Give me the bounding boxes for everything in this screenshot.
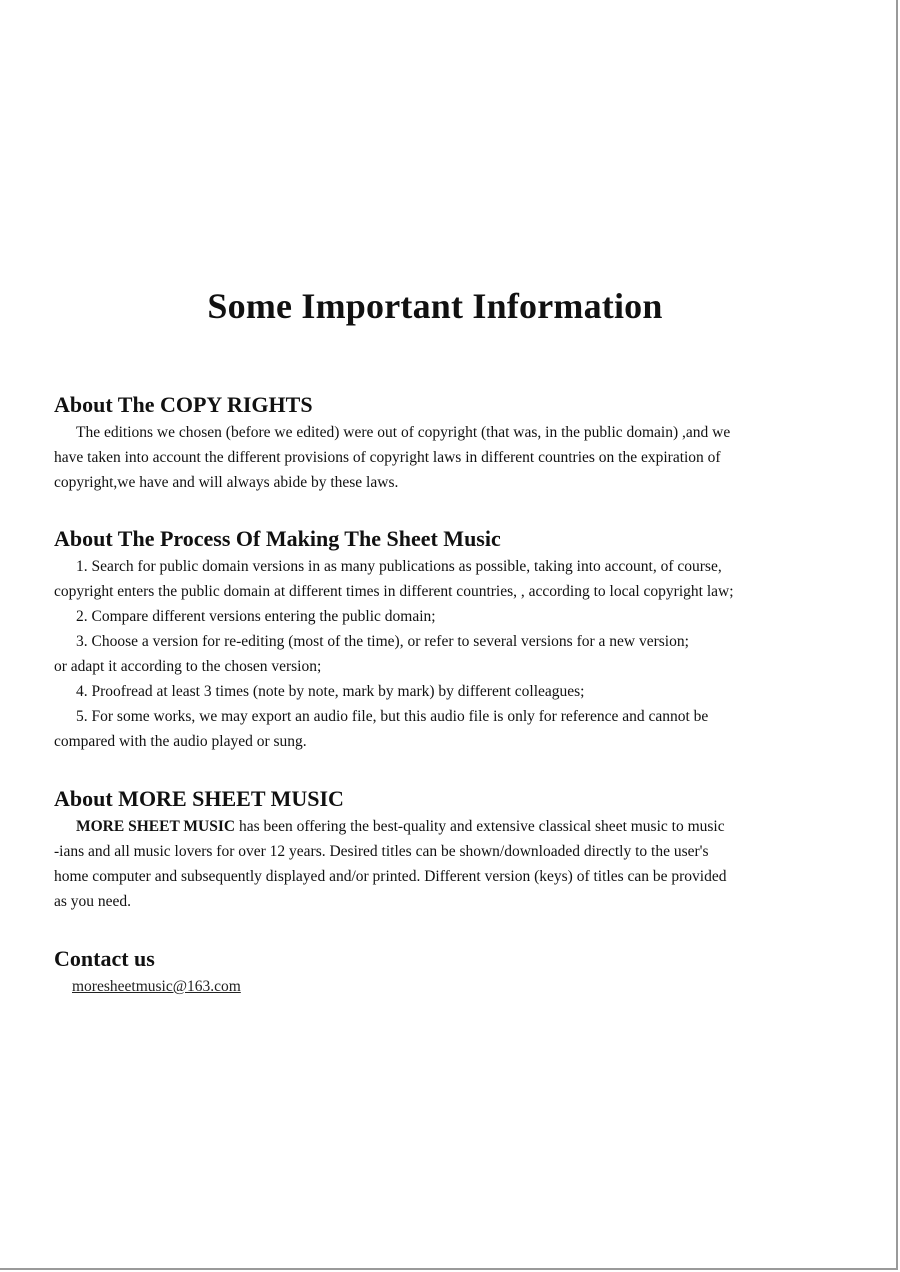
page-title: Some Important Information [207,286,663,326]
copyright-section [54,390,844,495]
process-step-4: 4. Proofread at least 3 times (note by note, mark by mark) by different colleagues; [76,683,585,700]
copyright-heading: About The COPY RIGHTS [54,392,313,417]
contact-heading: Contact us [54,946,155,971]
about-line: as you need. [54,893,132,910]
about-line: -ians and all music lovers for over 12 years. Desired titles can be shown/downloaded directly to the user's [54,843,709,860]
process-step-5-continued: compared with the audio played or sung. [54,733,307,750]
copyright-line: The editions we chosen (before we edited) were out of copyright (that was, in the public domain) ,and we [76,424,731,441]
about-line: home computer and subsequently displayed and/or printed. Different version (keys) of titles can be provided [54,868,727,885]
process-step-3: 3. Choose a version for re-editing (most of the time), or refer to several versions for a new version; [76,633,689,650]
about-line-text: has been offering the best-quality and extensive classical sheet music to music [235,818,725,835]
contact-email-link[interactable]: moresheetmusic@163.com [72,978,241,995]
about-line [54,814,844,839]
process-step-1: 1. Search for public domain versions in as many publications as possible, taking into account, of course, [76,558,722,575]
process-step-2: 2. Compare different versions entering the public domain; [76,608,436,625]
process-step-5: 5. For some works, we may export an audio file, but this audio file is only for reference and cannot be [76,708,709,725]
about-section [54,784,844,914]
about-heading: About MORE SHEET MUSIC [54,786,344,811]
brand-name: MORE SHEET MUSIC [76,818,236,835]
process-heading: About The Process Of Making The Sheet Music [54,526,501,551]
copyright-line: copyright,we have and will always abide by these laws. [54,474,399,491]
copyright-line: have taken into account the different provisions of copyright laws in different countries on the expiration of [54,449,721,466]
contact-section [54,944,844,999]
process-step-3-continued: or adapt it according to the chosen version; [54,658,322,675]
process-step-1-continued: copyright enters the public domain at different times in different countries, , according to local copyright law; [54,583,734,600]
process-section [54,524,844,754]
